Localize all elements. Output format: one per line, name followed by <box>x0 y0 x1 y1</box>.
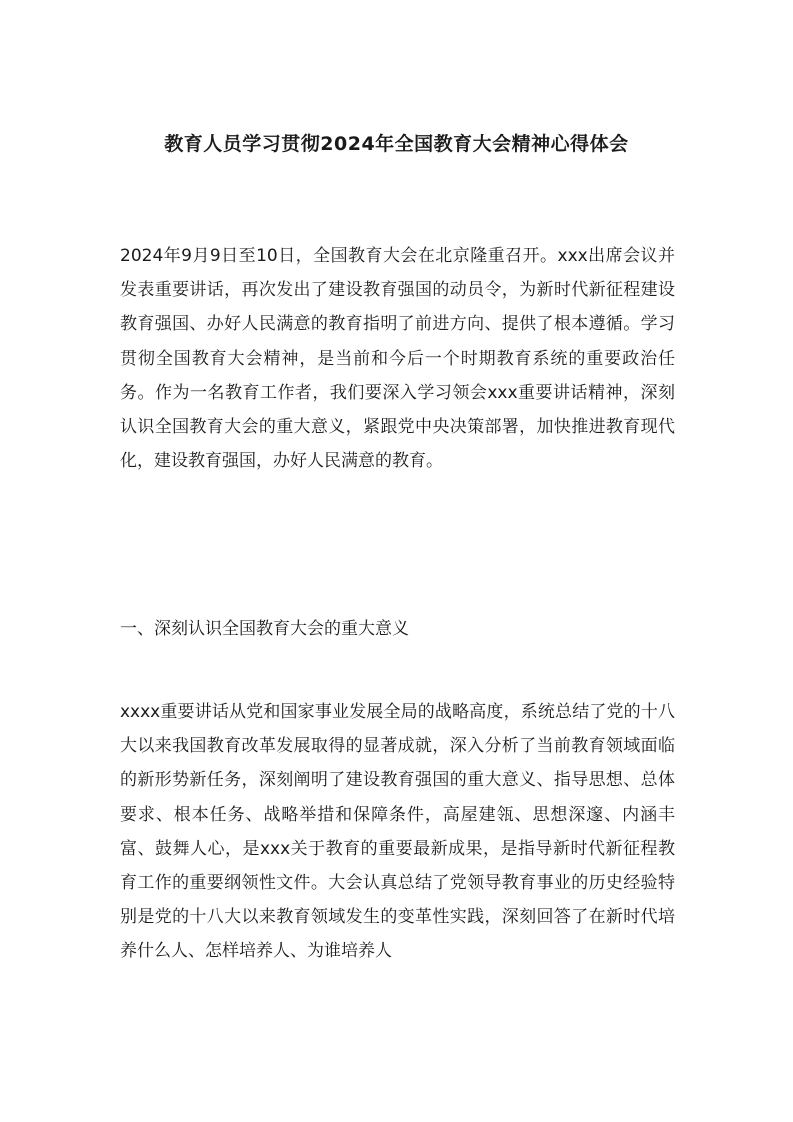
paragraph-section-1 <box>120 695 675 969</box>
paragraph-intro-text: 2024年9月9日至10日，全国教育大会在北京隆重召开。xxx出席会议并发表重要讲话，再次发出了建设教育强国的动员令，为新时代新征程建设教育强国、办好人民满意的教育指明了前进方向、提供了根本遵循。学习贯彻全国教育大会精神，是当前和今后一个时期教育系统的重要政治任务。作为一名教育工作者，我们要深入学习领会xxx重要讲话精神，深刻认识全国教育大会的重大意义，紧跟党中央决策部署，加快推进教育现代化，建设教育强国，办好人民满意的教育。 <box>120 246 675 472</box>
paragraph-intro <box>120 239 675 478</box>
section-heading-1 <box>120 612 675 646</box>
paragraph-section-1-text: xxxx重要讲话从党和国家事业发展全局的战略高度，系统总结了党的十八大以来我国教育改革发展取得的显著成就，深入分析了当前教育领域面临的新形势新任务，深刻阐明了建设教育强国的重大意义、指导思想、总体要求、根本任务、战略举措和保障条件，高屋建瓴、思想深邃、内涵丰富、鼓舞人心，是xxx关于教育的重要最新成果，是指导新时代新征程教育工作的重要纲领性文件。大会认真总结了党领导教育事业的历史经验特别是党的十八大以来教育领域发生的变革性实践，深刻回答了在新时代培养什么人、怎样培养人、为谁培养人 <box>120 702 675 962</box>
section-heading-1-text: 一、深刻认识全国教育大会的重大意义 <box>120 619 409 639</box>
document-title: 教育人员学习贯彻2024年全国教育大会精神心得体会 <box>164 133 629 155</box>
